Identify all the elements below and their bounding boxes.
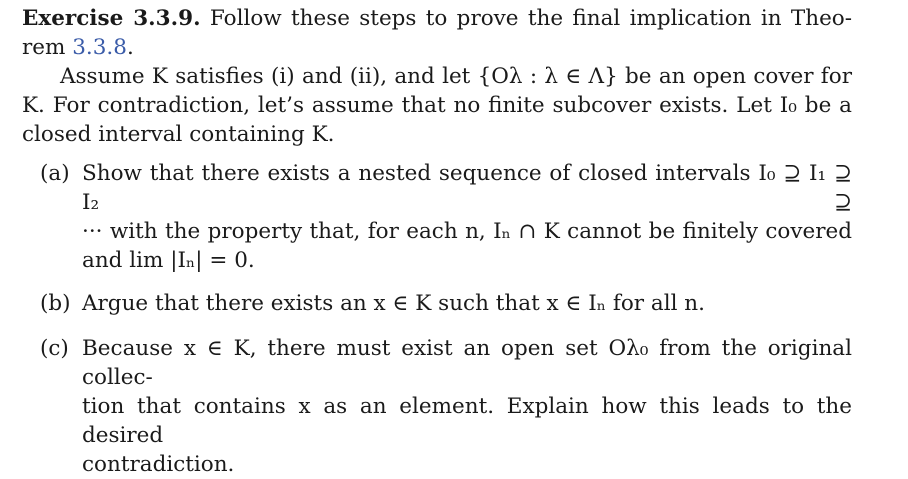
exercise-page xyxy=(22,4,852,479)
item-a-line-1: Show that there exists a nested sequence of closed intervals I₀ ⊇ I₁ ⊇ I₂ ⊇ xyxy=(82,161,852,215)
exercise-heading: Exercise 3.3.9. xyxy=(22,6,201,31)
item-c-line-3: contradiction. xyxy=(82,452,235,477)
item-b-line-1: Argue that there exists an x ∈ K such that x ∈ Iₙ for all n. xyxy=(82,291,705,316)
item-a-line-3: and lim |Iₙ| = 0. xyxy=(82,248,255,273)
exercise-intro-line-1 xyxy=(22,4,852,33)
item-c-line-1: Because x ∈ K, there must exist an open set Oλ₀ from the original collec- xyxy=(82,336,852,390)
exercise-intro-text: Follow these steps to prove the final implication in Theo- xyxy=(200,6,852,31)
paragraph-line-3: closed interval containing K. xyxy=(22,122,335,147)
exercise-intro-line-2 xyxy=(22,33,852,62)
paragraph-line-1: Assume K satisfies (i) and (ii), and let {Oλ : λ ∈ Λ} be an open cover for xyxy=(60,64,852,89)
item-c-line-2: tion that contains x as an element. Explain how this leads to the desired xyxy=(82,394,852,448)
item-label: (b) xyxy=(40,291,71,316)
item-c xyxy=(22,334,852,479)
item-a-line-2: ··· with the property that, for each n, Iₙ ∩ K cannot be finitely covered xyxy=(82,219,852,244)
item-a xyxy=(22,159,852,275)
intro-suffix: . xyxy=(126,35,134,60)
theorem-reference-link[interactable]: 3.3.8 xyxy=(72,35,127,60)
intro-prefix: rem xyxy=(22,35,73,60)
item-label: (c) xyxy=(40,336,69,361)
item-label: (a) xyxy=(40,161,70,186)
item-b xyxy=(22,289,852,318)
paragraph-line-2: K. For contradiction, let’s assume that no finite subcover exists. Let I₀ be a xyxy=(22,93,852,118)
